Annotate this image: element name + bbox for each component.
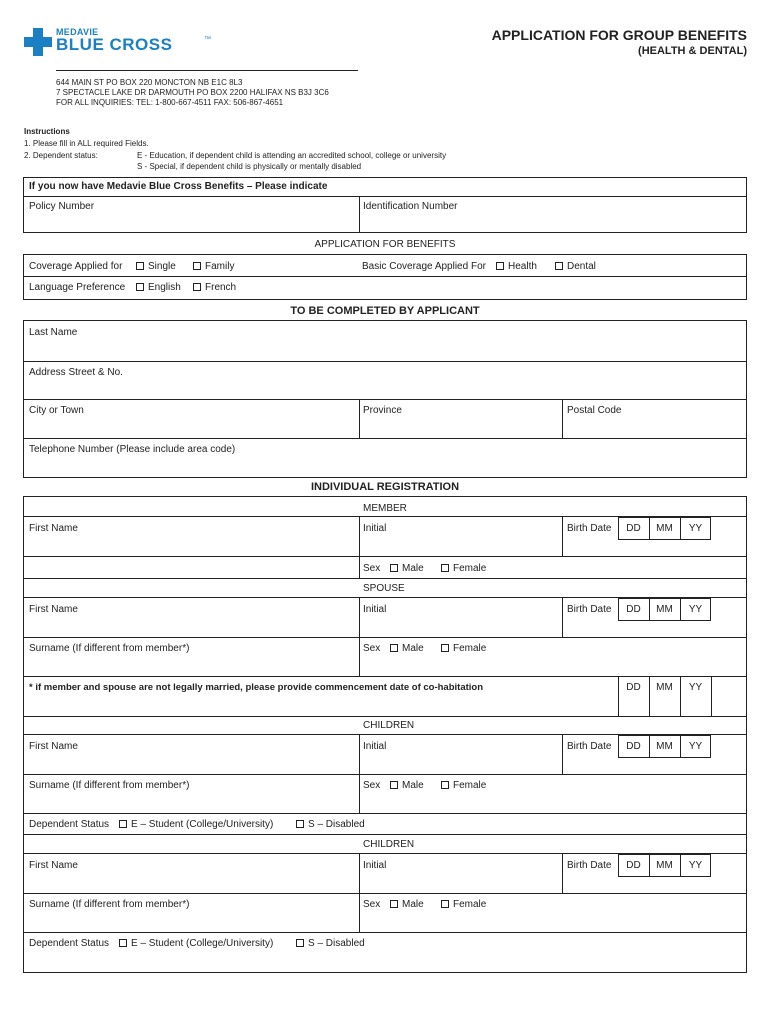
spouse-first-name-field[interactable]: [24, 598, 358, 636]
checkbox-icon: [441, 644, 449, 652]
language-label: Language Preference: [29, 282, 126, 293]
address-line-1: 644 MAIN ST PO BOX 220 MONCTON NB E1C 8L3: [56, 78, 243, 87]
spouse-birth-dd[interactable]: DD: [626, 604, 641, 615]
cohabitation-note: * if member and spouse are not legally married, please provide commencement date of co-habitation: [29, 682, 484, 693]
checkbox-icon: [390, 900, 398, 908]
coverage-single-checkbox[interactable]: Single: [136, 261, 176, 272]
child2-surname-field[interactable]: [24, 894, 358, 931]
child1-female-checkbox[interactable]: Female: [441, 780, 486, 791]
coverage-label: Coverage Applied for: [29, 261, 123, 272]
address-street-label: Address Street & No.: [29, 367, 123, 378]
checkbox-icon: [441, 900, 449, 908]
spouse-header: SPOUSE: [363, 583, 405, 594]
first-name-label: First Name: [29, 741, 78, 752]
member-female-checkbox[interactable]: Female: [441, 563, 486, 574]
member-first-name-field[interactable]: [24, 517, 358, 555]
spouse-female-checkbox[interactable]: Female: [441, 643, 486, 654]
address-street-field[interactable]: [24, 362, 746, 398]
identification-number-label: Identification Number: [363, 201, 458, 212]
initial-label: Initial: [363, 741, 387, 752]
dependent-status-label: Dependent Status: [29, 819, 110, 830]
child2-initial-field[interactable]: [360, 854, 561, 892]
checkbox-icon: [136, 262, 144, 270]
language-french-checkbox[interactable]: French: [193, 282, 236, 293]
member-birth-yy[interactable]: YY: [688, 523, 703, 534]
children-header: CHILDREN: [363, 720, 415, 731]
birth-date-label: Birth Date: [567, 741, 612, 752]
member-birth-dd[interactable]: DD: [626, 523, 641, 534]
brand-trademark: ™: [204, 36, 211, 43]
sex-label: Sex: [363, 643, 381, 654]
sex-label: Sex: [363, 899, 381, 910]
basic-dental-checkbox[interactable]: Dental: [555, 261, 596, 272]
instructions-title: Instructions: [24, 127, 70, 136]
checkbox-icon: [390, 564, 398, 572]
birth-date-label: Birth Date: [567, 860, 612, 871]
province-field[interactable]: [360, 400, 561, 437]
surname-label: Surname (If different from member*): [29, 643, 190, 654]
sex-label: Sex: [363, 563, 381, 574]
checkbox-icon: [390, 644, 398, 652]
address-rule: [56, 70, 358, 71]
child1-initial-field[interactable]: [360, 735, 561, 773]
spouse-initial-field[interactable]: [360, 598, 561, 636]
first-name-label: First Name: [29, 860, 78, 871]
sex-label: Sex: [363, 780, 381, 791]
language-english-checkbox[interactable]: English: [136, 282, 181, 293]
city-field[interactable]: [24, 400, 358, 437]
checkbox-icon: [441, 564, 449, 572]
member-initial-field[interactable]: [360, 517, 561, 555]
child2-status-e-checkbox[interactable]: E – Student (College/University): [119, 938, 273, 949]
basic-coverage-label: Basic Coverage Applied For: [362, 261, 486, 272]
checkbox-icon: [119, 820, 127, 828]
instruction-2-label: 2. Dependent status:: [24, 151, 98, 160]
child1-first-name-field[interactable]: [24, 735, 358, 773]
spouse-birth-mm[interactable]: MM: [656, 604, 673, 615]
child1-birth-yy[interactable]: YY: [688, 741, 703, 752]
child1-status-s-checkbox[interactable]: S – Disabled: [296, 819, 365, 830]
child2-status-s-checkbox[interactable]: S – Disabled: [296, 938, 365, 949]
benefits-header: APPLICATION FOR BENEFITS: [314, 239, 456, 250]
policy-number-field[interactable]: [24, 197, 359, 232]
province-label: Province: [363, 405, 402, 416]
child2-birth-mm[interactable]: MM: [656, 860, 673, 871]
brand-name-top: MEDAVIE: [56, 27, 99, 37]
logo: [24, 22, 244, 62]
form-title: APPLICATION FOR GROUP BENEFITS: [491, 27, 747, 43]
checkbox-icon: [119, 939, 127, 947]
cohab-dd[interactable]: DD: [626, 682, 641, 693]
birth-date-label: Birth Date: [567, 523, 612, 534]
child2-birth-dd[interactable]: DD: [626, 860, 641, 871]
checkbox-icon: [296, 820, 304, 828]
child2-birth-yy[interactable]: YY: [688, 860, 703, 871]
form-subtitle: (HEALTH & DENTAL): [638, 45, 747, 57]
cohab-yy[interactable]: YY: [688, 682, 703, 693]
checkbox-icon: [193, 262, 201, 270]
identification-number-field[interactable]: [360, 197, 746, 232]
telephone-label: Telephone Number (Please include area code): [29, 444, 236, 455]
dependent-status-label: Dependent Status: [29, 938, 110, 949]
postal-code-field[interactable]: [563, 400, 746, 437]
initial-label: Initial: [363, 523, 387, 534]
initial-label: Initial: [363, 604, 387, 615]
spouse-male-checkbox[interactable]: Male: [390, 643, 424, 654]
last-name-field[interactable]: [24, 321, 746, 360]
member-header: MEMBER: [363, 503, 407, 514]
cohab-mm[interactable]: MM: [656, 682, 673, 693]
telephone-field[interactable]: [24, 439, 746, 477]
child1-birth-dd[interactable]: DD: [626, 741, 641, 752]
children-header: CHILDREN: [363, 839, 415, 850]
address-line-2: 7 SPECTACLE LAKE DR DARMOUTH PO BOX 2200 HALIFAX NS B3J 3C6: [56, 88, 329, 97]
child1-surname-field[interactable]: [24, 775, 358, 812]
checkbox-icon: [441, 781, 449, 789]
checkbox-icon: [136, 283, 144, 291]
policy-number-label: Policy Number: [29, 201, 95, 212]
child1-male-checkbox[interactable]: Male: [390, 780, 424, 791]
first-name-label: First Name: [29, 523, 78, 534]
applicant-header: TO BE COMPLETED BY APPLICANT: [290, 305, 480, 317]
coverage-family-checkbox[interactable]: Family: [193, 261, 234, 272]
basic-health-checkbox[interactable]: Health: [496, 261, 537, 272]
checkbox-icon: [296, 939, 304, 947]
existing-benefits-header: If you now have Medavie Blue Cross Benefits – Please indicate: [29, 181, 328, 192]
instruction-2-e: E - Education, if dependent child is attending an accredited school, college or university: [137, 151, 447, 160]
checkbox-icon: [193, 283, 201, 291]
postal-code-label: Postal Code: [567, 405, 622, 416]
first-name-label: First Name: [29, 604, 78, 615]
child2-male-checkbox[interactable]: Male: [390, 899, 424, 910]
address-line-3: FOR ALL INQUIRIES: TEL: 1-800-667-4511 FAX: 506-867-4651: [56, 98, 284, 107]
child1-birth-mm[interactable]: MM: [656, 741, 673, 752]
spouse-surname-field[interactable]: [24, 638, 358, 675]
checkbox-icon: [555, 262, 563, 270]
brand-name-main: BLUE CROSS: [56, 35, 173, 54]
instruction-1: 1. Please fill in ALL required Fields.: [24, 139, 149, 148]
child1-status-e-checkbox[interactable]: E – Student (College/University): [119, 819, 273, 830]
registration-header: INDIVIDUAL REGISTRATION: [310, 481, 460, 493]
surname-label: Surname (If different from member*): [29, 899, 190, 910]
member-male-checkbox[interactable]: Male: [390, 563, 424, 574]
last-name-label: Last Name: [29, 327, 78, 338]
child2-first-name-field[interactable]: [24, 854, 358, 892]
instruction-2-s: S - Special, if dependent child is physically or mentally disabled: [137, 162, 362, 171]
initial-label: Initial: [363, 860, 387, 871]
spouse-birth-yy[interactable]: YY: [688, 604, 703, 615]
checkbox-icon: [390, 781, 398, 789]
city-label: City or Town: [29, 405, 84, 416]
birth-date-label: Birth Date: [567, 604, 612, 615]
cross-icon: [24, 28, 52, 56]
checkbox-icon: [496, 262, 504, 270]
surname-label: Surname (If different from member*): [29, 780, 190, 791]
child2-female-checkbox[interactable]: Female: [441, 899, 486, 910]
member-birth-mm[interactable]: MM: [656, 523, 673, 534]
